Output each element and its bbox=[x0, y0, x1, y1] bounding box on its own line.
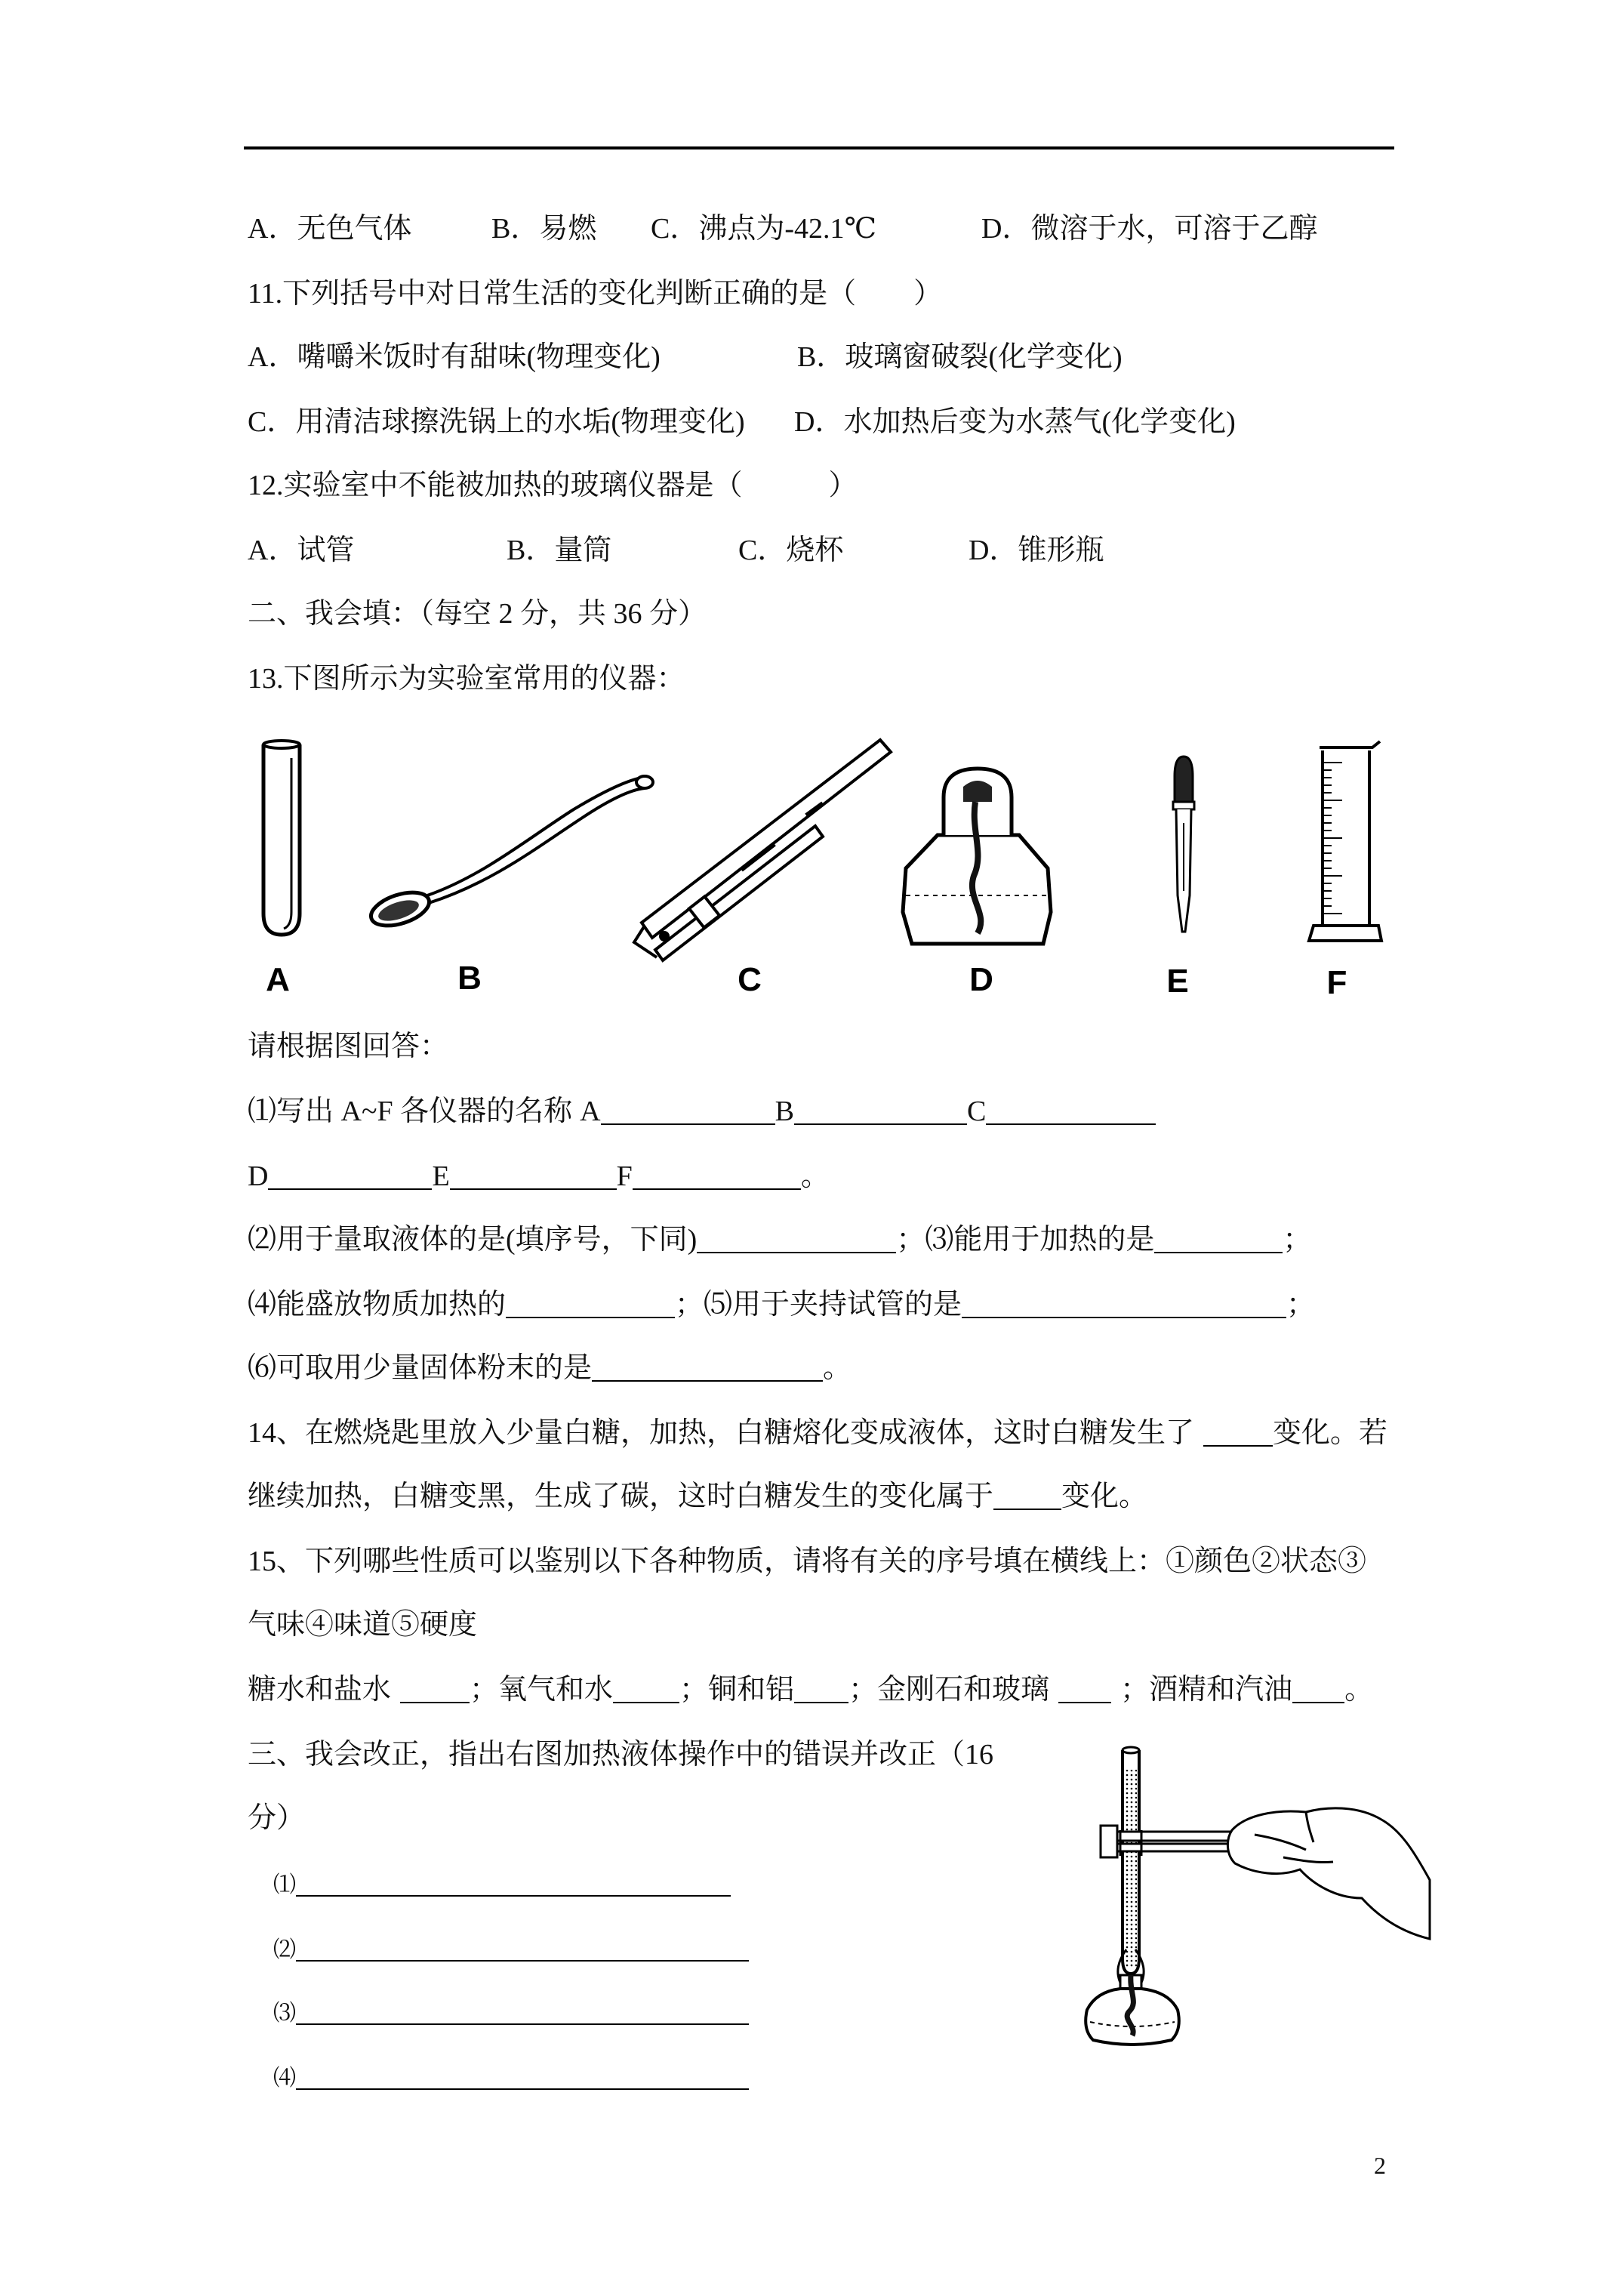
semicolon: ； bbox=[675, 1289, 704, 1321]
q10-option-a: A．无色气体 bbox=[248, 213, 412, 245]
section-3-title-line1: 三、我会改正，指出右图加热液体操作中的错误并改正（16 bbox=[248, 1739, 994, 1771]
q15-line2: 气味④味道⑤硬度 bbox=[248, 1609, 478, 1641]
blank-label-f: F bbox=[616, 1160, 633, 1192]
lab-instruments-figure bbox=[242, 725, 1404, 1019]
q13-part5-text: ⑸用于夹持试管的是 bbox=[704, 1289, 962, 1321]
period: 。 bbox=[823, 1352, 852, 1384]
q11-option-d: D．水加热后变为水蒸气(化学变化) bbox=[794, 406, 1236, 438]
q15-pair: 糖水和盐水 bbox=[248, 1674, 392, 1706]
answer-blank bbox=[1154, 1229, 1283, 1253]
correction-item-2 bbox=[273, 1929, 749, 1969]
correction-item-1 bbox=[273, 1864, 731, 1904]
answer-blank bbox=[296, 1937, 749, 1962]
answer-blank bbox=[962, 1294, 1286, 1318]
q12-option-d: D．锥形瓶 bbox=[969, 535, 1104, 566]
semicolon: ； bbox=[896, 1224, 925, 1256]
graduated-cylinder-icon bbox=[1309, 741, 1381, 941]
blank-label-d: D bbox=[248, 1160, 269, 1192]
q13-part2-3-line bbox=[248, 1221, 1311, 1259]
answer-blank bbox=[268, 1166, 432, 1190]
answer-blank bbox=[1058, 1679, 1111, 1703]
semicolon: ； bbox=[1286, 1289, 1316, 1321]
answer-blank bbox=[1203, 1422, 1273, 1447]
q13-part4-text: ⑷能盛放物质加热的 bbox=[248, 1289, 507, 1321]
q12-option-b: B．量筒 bbox=[507, 535, 612, 566]
answer-blank bbox=[613, 1679, 679, 1703]
q14-text-2-end: 变化。 bbox=[1061, 1481, 1148, 1512]
q14-text-2: 继续加热，白糖变黑，生成了碳，这时白糖发生的变化属于 bbox=[248, 1481, 994, 1512]
semicolon: ； bbox=[1283, 1224, 1312, 1256]
page-number: 2 bbox=[1374, 2152, 1386, 2179]
test-tube-icon bbox=[1123, 1747, 1139, 1974]
dropper-icon bbox=[1173, 757, 1194, 932]
q13-prompt: 请根据图回答： bbox=[248, 1031, 449, 1062]
semicolon: ； bbox=[848, 1674, 878, 1706]
answer-blank bbox=[1292, 1679, 1344, 1703]
alcohol-lamp-icon bbox=[903, 769, 1051, 944]
test-tube-icon bbox=[263, 741, 300, 935]
answer-blank bbox=[400, 1679, 470, 1703]
semicolon: ； bbox=[1120, 1674, 1150, 1706]
q10-option-b: B．易燃 bbox=[491, 213, 597, 245]
q15-pair: 铜和铝 bbox=[708, 1674, 795, 1706]
answer-blank bbox=[506, 1294, 675, 1318]
section-3-title-line2: 分） bbox=[248, 1802, 306, 1834]
q13-part3-text: ⑶能用于加热的是 bbox=[925, 1224, 1155, 1256]
answer-blank bbox=[633, 1166, 801, 1190]
q15-pairs-line bbox=[248, 1671, 1373, 1709]
q13-part4-5-line bbox=[248, 1286, 1315, 1324]
answer-blank bbox=[993, 1486, 1061, 1510]
q12-option-c: C．烧杯 bbox=[738, 535, 844, 566]
q13-part1-line1 bbox=[248, 1093, 1156, 1130]
section-2-title: 二、我会填：（每空 2 分，共 36 分） bbox=[248, 598, 707, 630]
blank-label-a: A bbox=[580, 1096, 601, 1127]
answer-blank bbox=[986, 1101, 1156, 1125]
header-rule bbox=[244, 146, 1394, 149]
alcohol-lamp-icon bbox=[1086, 1975, 1179, 2045]
q11-option-b: B．玻璃窗破裂(化学变化) bbox=[797, 341, 1123, 373]
q13-part2-text: ⑵用于量取液体的是(填序号，下同) bbox=[248, 1224, 698, 1256]
correction-item-3 bbox=[273, 1992, 749, 2032]
blank-label-b: B bbox=[775, 1096, 794, 1127]
q14-line1 bbox=[248, 1414, 1387, 1452]
figure-label-c: C bbox=[738, 961, 762, 998]
test-tube-holder-icon bbox=[634, 740, 891, 960]
medicine-spoon-icon bbox=[367, 776, 653, 932]
semicolon: ； bbox=[679, 1674, 709, 1706]
hand-icon bbox=[1227, 1808, 1430, 1939]
q12-stem: 12.实验室中不能被加热的玻璃仪器是（ ） bbox=[248, 470, 858, 501]
q11-stem: 11.下列括号中对日常生活的变化判断正确的是（ ） bbox=[248, 278, 943, 310]
blank-label-c: C bbox=[966, 1096, 987, 1127]
q13-part1-line2 bbox=[248, 1157, 830, 1195]
answer-blank bbox=[697, 1229, 896, 1253]
q10-option-c: C．沸点为-42.1℃ bbox=[651, 213, 877, 245]
q15-pair: 酒精和汽油 bbox=[1149, 1674, 1293, 1706]
heating-liquid-figure bbox=[1057, 1737, 1434, 2054]
answer-blank bbox=[794, 1679, 848, 1703]
q13-stem: 13.下图所示为实验室常用的仪器： bbox=[248, 663, 685, 695]
figure-label-f: F bbox=[1326, 964, 1347, 1001]
q15-pair: 金刚石和玻璃 bbox=[877, 1674, 1050, 1706]
answer-blank bbox=[296, 1872, 731, 1897]
figure-label-e: E bbox=[1166, 963, 1189, 1000]
correction-item-4 bbox=[273, 2057, 749, 2097]
q15-pair: 氧气和水 bbox=[498, 1674, 614, 1706]
item-number: ⑶ bbox=[273, 2001, 296, 2026]
answer-blank bbox=[296, 2066, 749, 2090]
q13-part1-text: ⑴写出 A~F 各仪器的名称 bbox=[248, 1096, 573, 1127]
q14-text-1: 14、在燃烧匙里放入少量白糖，加热，白糖熔化变成液体，这时白糖发生了 bbox=[248, 1417, 1195, 1449]
item-number: ⑴ bbox=[273, 1872, 296, 1897]
q12-option-a: A．试管 bbox=[248, 535, 355, 566]
figure-label-a: A bbox=[266, 961, 290, 998]
period: 。 bbox=[1344, 1674, 1374, 1706]
period: 。 bbox=[800, 1160, 830, 1192]
answer-blank bbox=[794, 1101, 967, 1125]
q11-option-c: C．用清洁球擦洗锅上的水垢(物理变化) bbox=[248, 406, 745, 438]
semicolon: ； bbox=[470, 1674, 499, 1706]
figure-label-d: D bbox=[969, 961, 993, 998]
figure-label-b: B bbox=[457, 960, 482, 997]
q13-part6-line bbox=[248, 1349, 852, 1387]
q15-line1: 15、下列哪些性质可以鉴别以下各种物质，请将有关的序号填在横线上：①颜色②状态③ bbox=[248, 1546, 1367, 1577]
q10-option-d: D．微溶于水，可溶于乙醇 bbox=[981, 213, 1318, 245]
answer-blank bbox=[601, 1101, 775, 1125]
answer-blank bbox=[450, 1166, 617, 1190]
q14-text-1-end: 变化。若 bbox=[1273, 1417, 1388, 1449]
item-number: ⑵ bbox=[273, 1937, 296, 1962]
answer-blank bbox=[296, 2001, 749, 2025]
q13-part6-text: ⑹可取用少量固体粉末的是 bbox=[248, 1352, 593, 1384]
blank-label-e: E bbox=[432, 1160, 450, 1192]
item-number: ⑷ bbox=[273, 2066, 296, 2091]
q14-line2 bbox=[248, 1478, 1147, 1515]
answer-blank bbox=[592, 1358, 823, 1382]
q11-option-a: A．嘴嚼米饭时有甜味(物理变化) bbox=[248, 341, 661, 373]
